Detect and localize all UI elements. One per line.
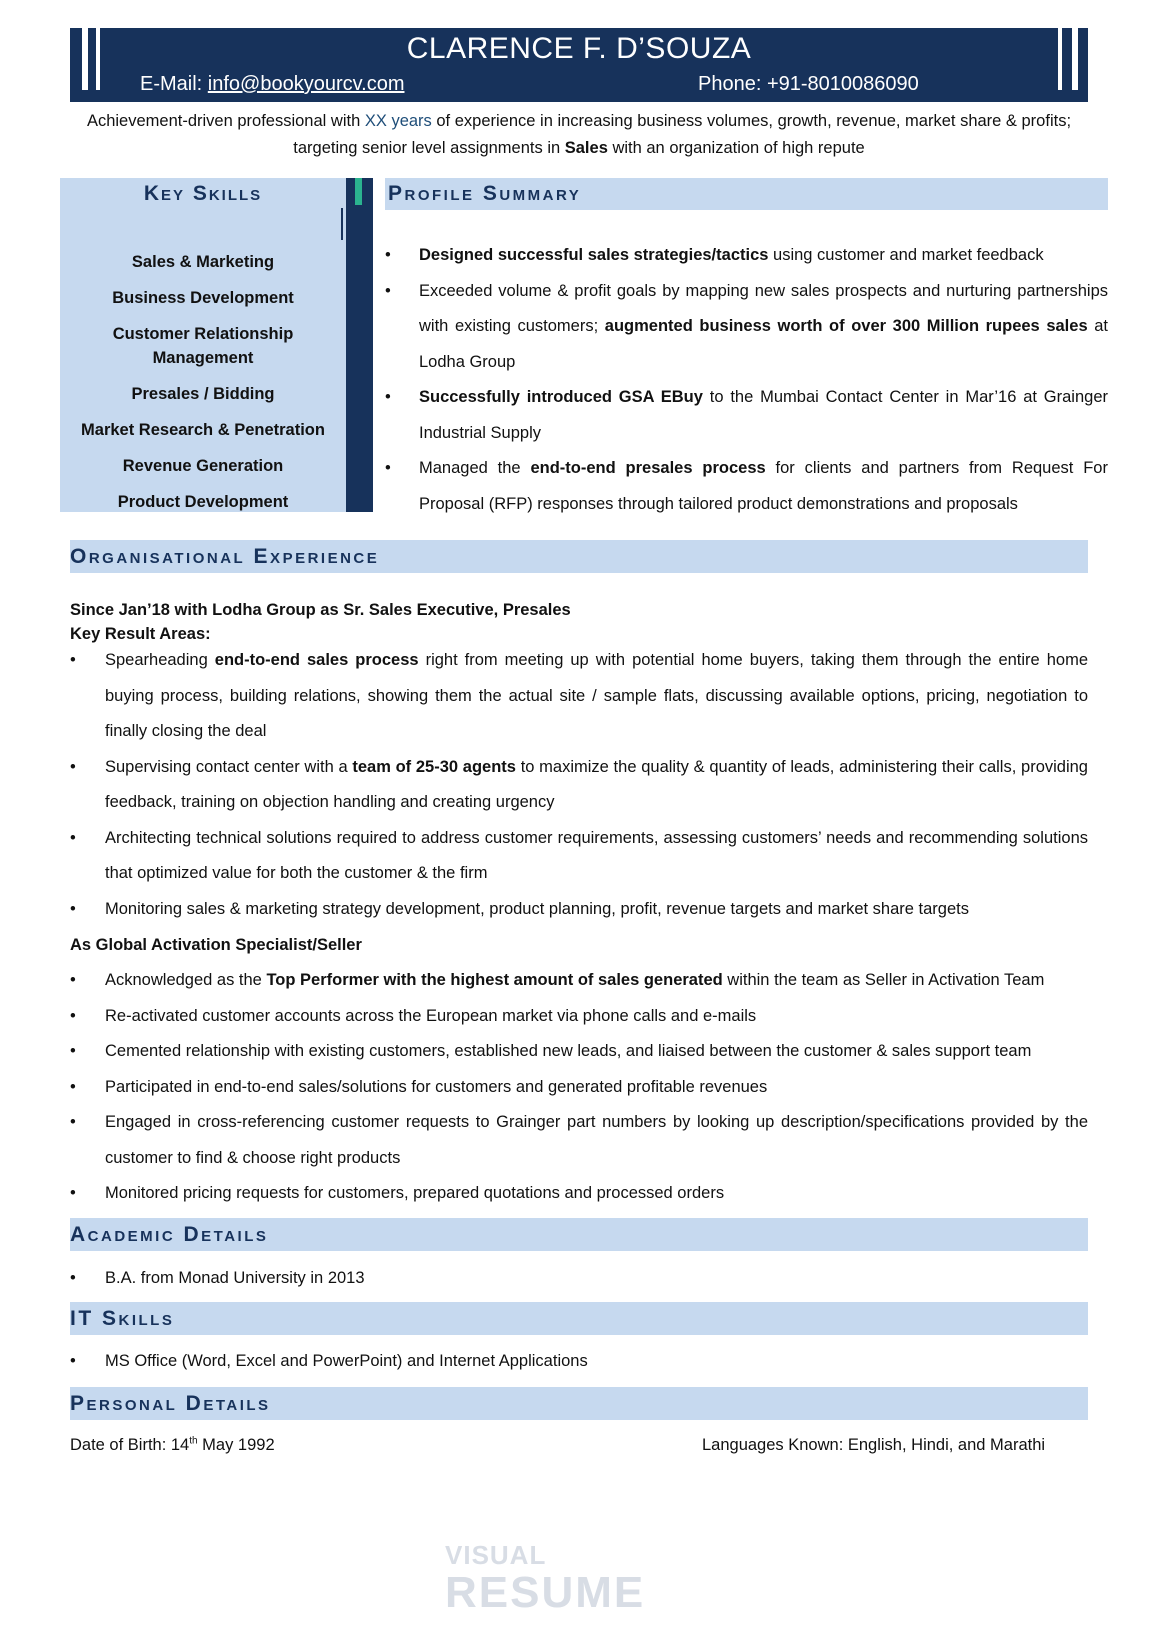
key-skill-item: Revenue Generation (122, 457, 284, 475)
divider-tick (341, 208, 343, 240)
it-skill-bullet: • MS Office (Word, Excel and PowerPoint) and Internet Applications (70, 1352, 588, 1370)
profile-summary-list (385, 238, 1108, 522)
activation-bullet: • Engaged in cross-referencing customer requests to Grainger part numbers by looking up description/specifications provided by the customer to find & choose right products (70, 1113, 1088, 1167)
phone-line: Phone: +91-8010086090 (698, 73, 919, 95)
watermark-line2: RESUME (445, 1568, 646, 1617)
column-accent (355, 178, 362, 205)
activation-list (70, 963, 1088, 1212)
summary-bullet: • Successfully introduced GSA EBuy to the Mumbai Contact Center in Mar’16 at Grainger Industrial Supply (385, 388, 1108, 442)
it-skills-bar (70, 1302, 1088, 1335)
kra-label: Key Result Areas: (70, 625, 211, 643)
activation-bullet: • Acknowledged as the Top Performer with the highest amount of sales generated within the team as Seller in Activation Team (70, 971, 1045, 989)
key-skills-title (60, 182, 346, 206)
academic-bullet: • B.A. from Monad University in 2013 (70, 1269, 365, 1287)
kra-bullet: • Supervising contact center with a team of 25-30 agents to maximize the quality & quantity of leads, administering their calls, providing feedback, training on objection handling and creating urgency (70, 757, 1088, 811)
activation-bullet: • Participated in end-to-end sales/solutions for customers and generated profitable revenues (70, 1077, 768, 1096)
intro-text: with an organization of high repute (607, 139, 865, 157)
kra-list (70, 643, 1088, 927)
experience-title: Organisational Experience (70, 545, 380, 568)
key-skill-item: Sales & Marketing (131, 253, 275, 271)
personal-title: Personal Details (70, 1392, 271, 1415)
candidate-name: CLARENCE F. D’SOUZA (406, 32, 752, 65)
profile-summary-title: Profile Summary (388, 182, 582, 205)
key-skill-item: Market Research & Penetration (81, 421, 325, 439)
activation-bullet: • Cemented relationship with existing customers, established new leads, and liaised between the customer & sales support team (70, 1042, 1032, 1060)
it-skills-list (70, 1344, 1088, 1380)
intro-years: XX years (364, 112, 432, 130)
languages-known: Languages Known: English, Hindi, and Marathi (702, 1436, 1046, 1454)
key-skill-item: Business Development (112, 289, 294, 307)
key-skill-item: Customer Relationship Management (112, 325, 294, 367)
email-line (140, 73, 404, 96)
kra-bullet: • Architecting technical solutions required to address customer requirements, assessing customers’ needs and recommending solutions that optimized value for both the customer & the firm (70, 828, 1088, 882)
academic-title: Academic Details (70, 1223, 269, 1246)
experience-role: Since Jan’18 with Lodha Group as Sr. Sales Executive, Presales (70, 601, 571, 619)
header-banner (70, 28, 1088, 102)
intro-statement (70, 108, 1088, 162)
key-skills-list (60, 250, 346, 526)
it-skills-title: IT Skills (70, 1307, 175, 1330)
intro-text: of experience in increasing business volumes, growth, revenue, market share & profits; targeting senior level assignments in (293, 112, 1072, 157)
key-skill-item: Presales / Bidding (131, 385, 275, 403)
activation-bullet: • Monitored pricing requests for customers, prepared quotations and processed orders (70, 1184, 725, 1202)
key-skills-title-text: Key Skills (143, 182, 263, 205)
watermark-line1: VISUAL (445, 1540, 547, 1570)
date-of-birth: Date of Birth: 14th May 1992 (70, 1435, 275, 1454)
summary-bullet: • Designed successful sales strategies/tactics using customer and market feedback (385, 246, 1044, 264)
activation-bullet: • Re-activated customer accounts across the European market via phone calls and e-mails (70, 1006, 757, 1025)
kra-bullet: • Spearheading end-to-end sales process right from meeting up with potential home buyers, taking them through the entire home buying process, building relations, showing them the actual site / sample flats, discussing available options, pricing, negotiation to finally closing the deal (70, 651, 1088, 740)
summary-bullet: • Exceeded volume & profit goals by mapping new sales prospects and nurturing partnerships with existing customers; augmented business worth of over 300 Million rupees sales at Lodha Group (385, 281, 1108, 371)
academic-list (70, 1261, 1088, 1297)
intro-bold: Sales (564, 139, 608, 157)
email-label: E-Mail: (140, 73, 208, 95)
column-divider (346, 178, 373, 512)
experience-role-2: As Global Activation Specialist/Seller (70, 936, 362, 954)
key-skill-item: Product Development (117, 493, 289, 511)
visual-resume-watermark (445, 1540, 665, 1617)
summary-bullet: • Managed the end-to-end presales process for clients and partners from Request For Proposal (RFP) responses through tailored product demonstrations and proposals (385, 459, 1108, 513)
kra-bullet: • Monitoring sales & marketing strategy development, product planning, profit, revenue targets and market share targets (70, 899, 969, 918)
intro-text: Achievement-driven professional with (86, 112, 365, 130)
email-link[interactable]: info@bookyourcv.com (207, 73, 405, 95)
